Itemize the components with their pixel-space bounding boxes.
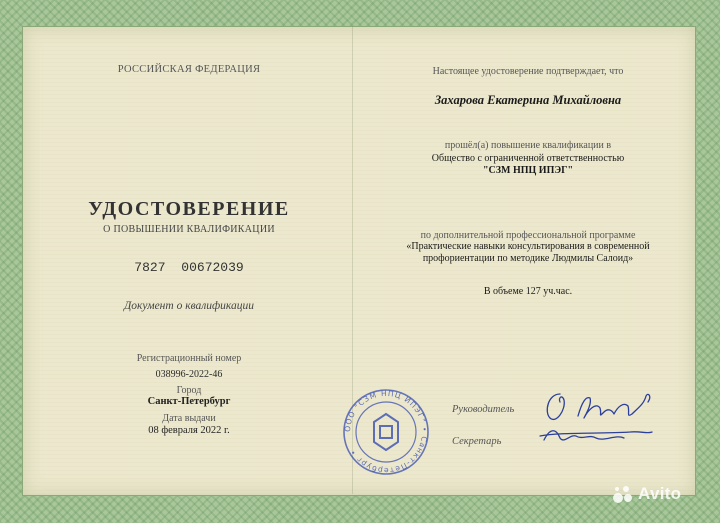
program-title-line-2: профориентации по методике Людмилы Салоид»: [422, 253, 634, 264]
city-label: Город: [176, 385, 202, 396]
registration-number: 038996-2022-46: [155, 369, 223, 380]
city-value: Санкт-Петербург: [147, 396, 231, 407]
passed-statement: прошёл(а) повышение квалификации в: [444, 140, 612, 151]
country-label: РОССИЙСКАЯ ФЕДЕРАЦИЯ: [117, 64, 261, 75]
avito-watermark: [612, 484, 681, 504]
certificate-title: УДОСТОВЕРЕНИЕ: [88, 198, 290, 220]
hours-volume: В объеме 127 уч.час.: [483, 286, 573, 297]
document-type: Документ о квалификации: [123, 300, 255, 312]
certificate-subtitle: О ПОВЫШЕНИИ КВАЛИФИКАЦИИ: [103, 224, 275, 235]
stamp-ring-text: ООО "СЗМ НПЦ ИПЭГ" • Санкт-Петербург •: [342, 388, 430, 476]
program-title-line-1: «Практические навыки консультирования в современной: [406, 241, 650, 252]
head-signature-label: Руководитель: [452, 404, 515, 415]
organization-line-1: Общество с ограниченной ответственностью: [431, 153, 625, 164]
serial-number: 7827 00672039: [134, 260, 244, 275]
secretary-signature-label: Секретарь: [452, 436, 502, 447]
watermark-text: Avito: [638, 484, 682, 503]
confirm-statement: Настоящее удостоверение подтверждает, что: [432, 66, 624, 77]
issue-date: 08 февраля 2022 г.: [148, 425, 230, 436]
handwritten-signatures: [520, 388, 670, 458]
issue-date-label: Дата выдачи: [162, 413, 216, 424]
avito-logo-icon: [612, 484, 634, 504]
holder-name: Захарова Екатерина Михайловна: [434, 93, 622, 107]
program-label: по дополнительной профессиональной программе: [420, 230, 636, 241]
organization-line-2: "СЗМ НПЦ ИПЭГ": [482, 165, 574, 176]
registration-label: Регистрационный номер: [136, 353, 242, 364]
organization-stamp: [336, 388, 436, 476]
